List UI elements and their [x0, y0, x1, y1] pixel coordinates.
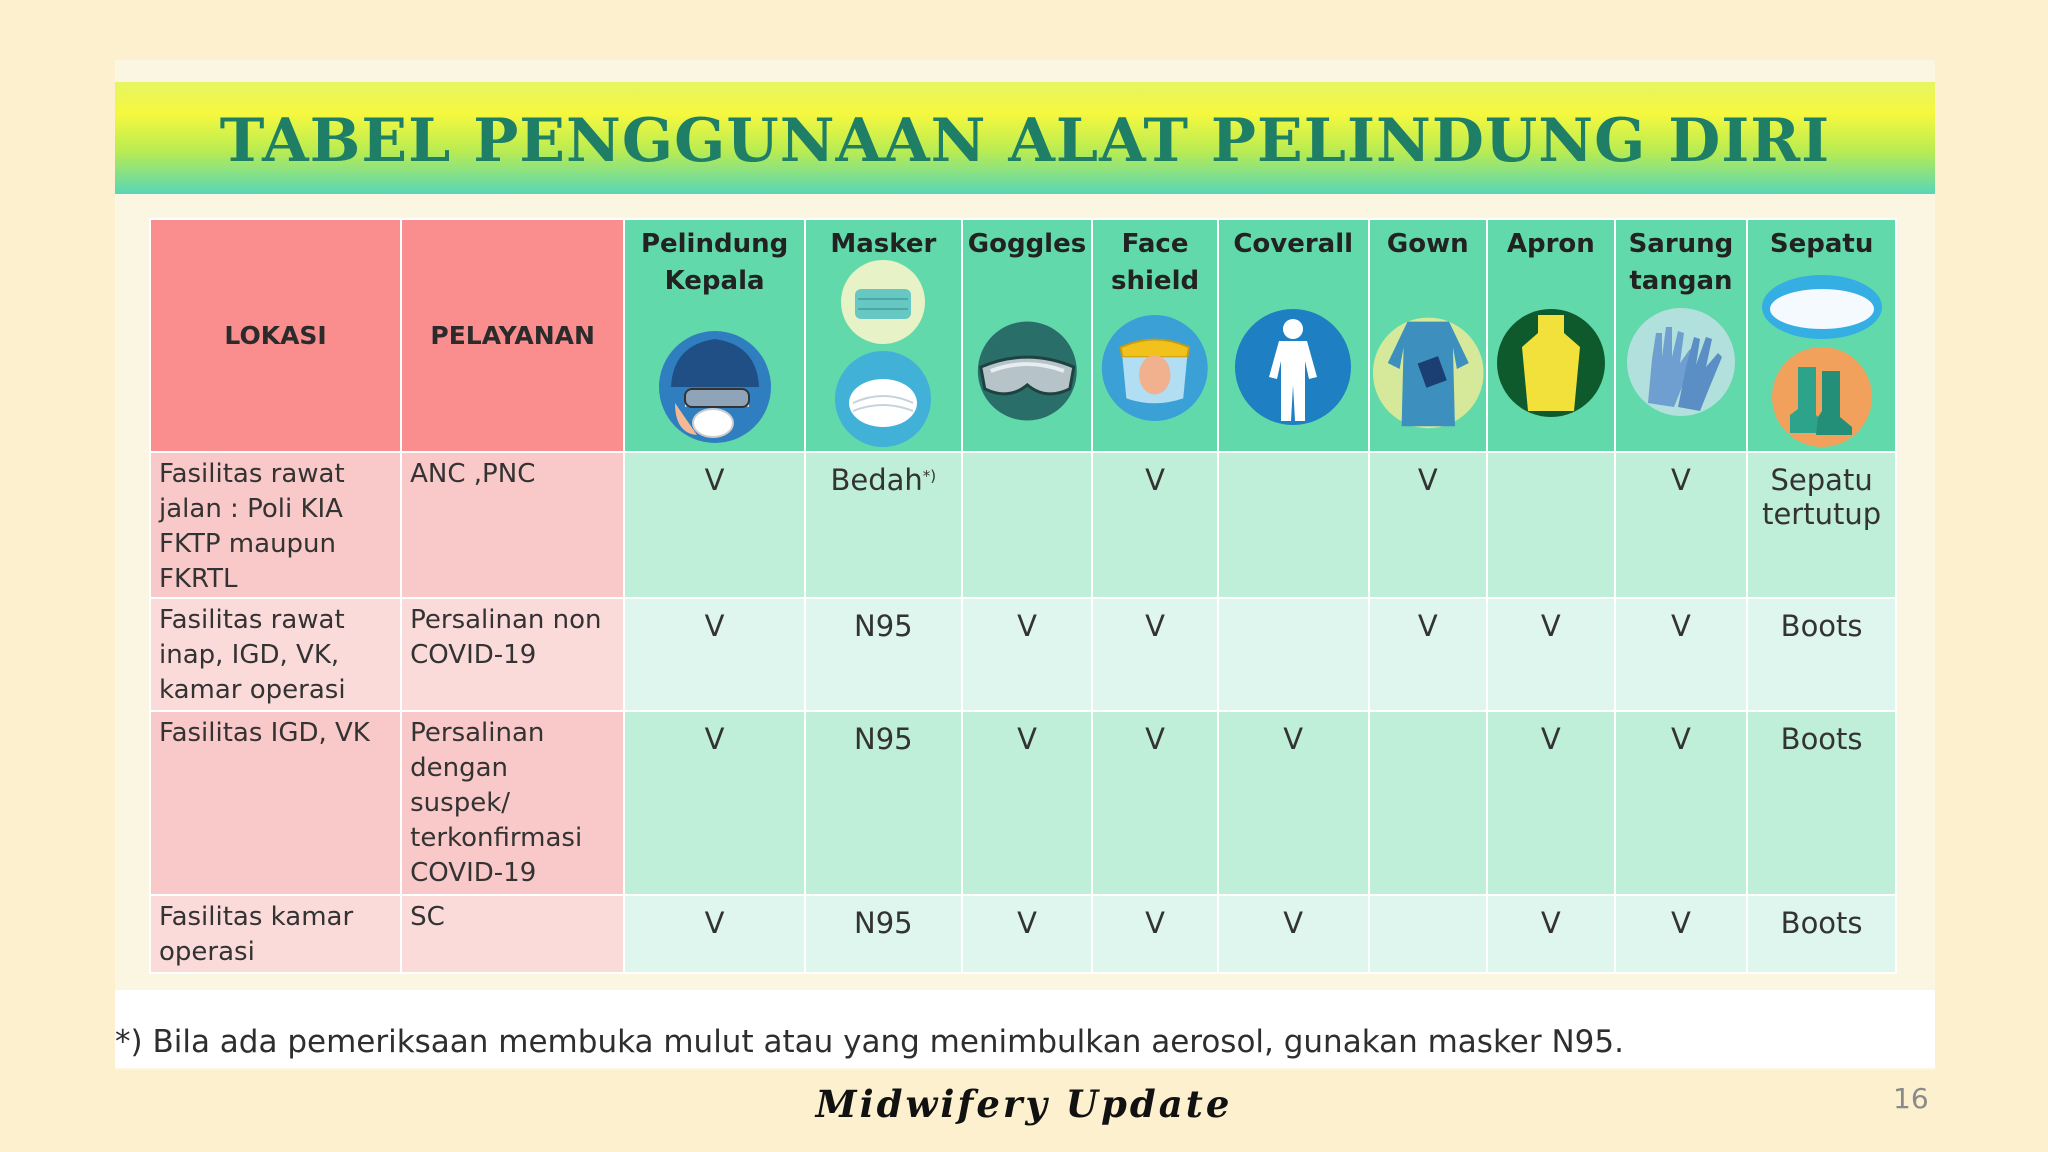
table-row: [150, 598, 1896, 711]
cell-goggles: V: [962, 711, 1093, 895]
boots-icon: [1760, 345, 1884, 449]
cell-pelayanan: Persalinan dengan suspek/ terkonfirmasi COVID-19: [401, 711, 624, 895]
table-row: [150, 895, 1896, 973]
head-protection-icon: [645, 323, 785, 443]
cell-apron: V: [1487, 895, 1615, 973]
apron-icon: [1494, 307, 1608, 419]
table-row: [150, 452, 1896, 598]
ppe-table: [149, 218, 1897, 974]
cell-gown: [1369, 711, 1488, 895]
header-label: Gown: [1386, 229, 1469, 259]
footnote: *) Bila ada pemeriksaan membuka mulut atau yang menimbulkan aerosol, gunakan masker N95.: [115, 1024, 1624, 1060]
table-row: [150, 711, 1896, 895]
coverall-icon: [1233, 305, 1353, 429]
cell-apron: V: [1487, 711, 1615, 895]
cell-sarung-tangan: V: [1615, 895, 1748, 973]
cell-sarung-tangan: V: [1615, 711, 1748, 895]
cell-pelindung-kepala: V: [624, 598, 805, 711]
header-gown: [1369, 219, 1488, 452]
header-pelindung-kepala: [624, 219, 805, 452]
cell-gown: V: [1369, 452, 1488, 598]
header-goggles: [962, 219, 1093, 452]
header-label: Masker: [830, 229, 937, 259]
page-title: TABEL PENGGUNAAN ALAT PELINDUNG DIRI: [219, 106, 1831, 176]
cell-sarung-tangan: V: [1615, 598, 1748, 711]
header-row: [150, 219, 1896, 452]
cell-pelayanan: SC: [401, 895, 624, 973]
cell-apron: V: [1487, 598, 1615, 711]
cell-gown: V: [1369, 598, 1488, 711]
cell-sepatu: Boots: [1747, 711, 1896, 895]
cell-sepatu: Boots: [1747, 895, 1896, 973]
header-face-shield: [1092, 219, 1218, 452]
header-label: Pelindung Kepala: [640, 229, 789, 296]
header-label: Sarung tangan: [1628, 229, 1734, 296]
cell-goggles: [962, 452, 1093, 598]
cell-apron: [1487, 452, 1615, 598]
cell-sepatu: Sepatu tertutup: [1747, 452, 1896, 598]
cell-coverall: [1218, 598, 1369, 711]
header-sepatu: [1747, 219, 1896, 452]
n95-mask-icon: [823, 349, 943, 449]
masker-footnote-mark: *): [922, 467, 937, 485]
footer-brand: Midwifery Update: [815, 1082, 1233, 1126]
cell-masker: N95: [805, 598, 962, 711]
surgical-mask-icon: [828, 259, 938, 345]
cell-lokasi: Fasilitas rawat jalan : Poli KIA FKTP maupun FKRTL: [150, 452, 401, 598]
cell-face-shield: V: [1092, 452, 1218, 598]
header-sarung-tangan: [1615, 219, 1748, 452]
cell-coverall: V: [1218, 711, 1369, 895]
cell-pelindung-kepala: V: [624, 452, 805, 598]
cell-face-shield: V: [1092, 895, 1218, 973]
cell-pelindung-kepala: V: [624, 895, 805, 973]
header-label: Sepatu: [1769, 229, 1874, 259]
header-pelayanan: PELAYANAN: [401, 219, 624, 452]
header-label: Goggles: [967, 229, 1087, 259]
gown-icon: [1370, 303, 1487, 431]
header-apron: [1487, 219, 1615, 452]
cell-face-shield: V: [1092, 711, 1218, 895]
header-label: Apron: [1506, 229, 1595, 259]
cell-masker: [805, 452, 962, 598]
header-lokasi: LOKASI: [150, 219, 401, 452]
cell-masker: N95: [805, 711, 962, 895]
page-number: 16: [1893, 1082, 1929, 1115]
cell-coverall: V: [1218, 895, 1369, 973]
face-shield-icon: [1093, 313, 1217, 423]
gloves-icon: [1622, 307, 1740, 417]
header-masker: [805, 219, 962, 452]
header-coverall: [1218, 219, 1369, 452]
cell-gown: [1369, 895, 1488, 973]
header-label: Coverall: [1233, 229, 1354, 259]
cell-pelayanan: ANC ,PNC: [401, 452, 624, 598]
cell-coverall: [1218, 452, 1369, 598]
cell-lokasi: Fasilitas kamar operasi: [150, 895, 401, 973]
cell-goggles: V: [962, 895, 1093, 973]
cell-goggles: V: [962, 598, 1093, 711]
shoe-cover-icon: [1760, 273, 1884, 341]
cell-pelayanan: Persalinan non COVID-19: [401, 598, 624, 711]
cell-face-shield: V: [1092, 598, 1218, 711]
cell-lokasi: Fasilitas rawat inap, IGD, VK, kamar operasi: [150, 598, 401, 711]
cell-sarung-tangan: V: [1615, 452, 1748, 598]
cell-lokasi: Fasilitas IGD, VK: [150, 711, 401, 895]
header-label: Face shield: [1111, 229, 1200, 296]
masker-value: Bedah: [830, 463, 923, 497]
cell-sepatu: Boots: [1747, 598, 1896, 711]
goggles-icon: [963, 319, 1092, 423]
cell-pelindung-kepala: V: [624, 711, 805, 895]
cell-masker: N95: [805, 895, 962, 973]
